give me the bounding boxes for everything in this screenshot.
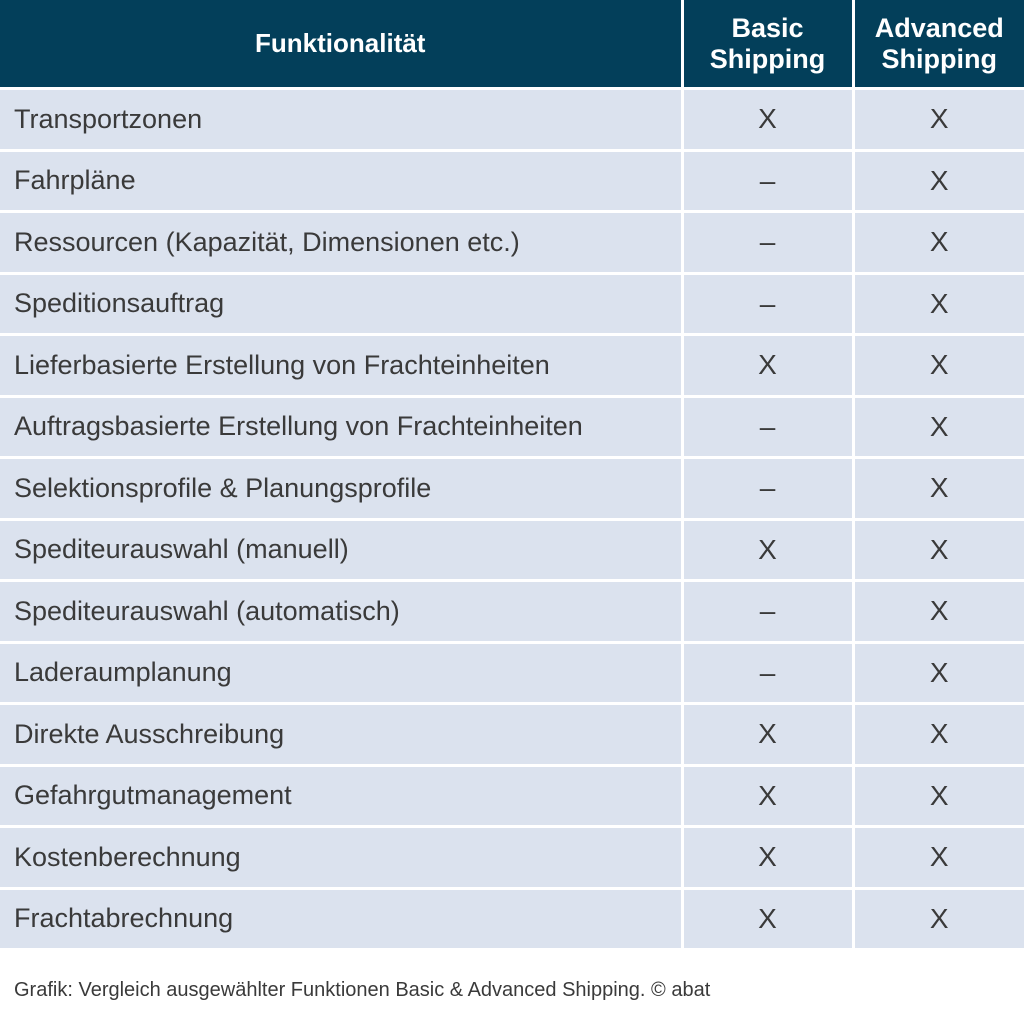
row-basic-mark: X	[682, 827, 853, 889]
table-header-row	[0, 0, 1024, 89]
table-row	[0, 458, 1024, 520]
row-advanced-mark: X	[853, 273, 1024, 335]
row-function-name: Auftragsbasierte Erstellung von Frachteinheiten	[0, 396, 682, 458]
row-advanced-mark: X	[853, 704, 1024, 766]
table-row	[0, 396, 1024, 458]
row-advanced-mark: X	[853, 458, 1024, 520]
table-row	[0, 704, 1024, 766]
table-row	[0, 89, 1024, 151]
row-advanced-mark: X	[853, 581, 1024, 643]
row-basic-mark: X	[682, 888, 853, 950]
row-advanced-mark: X	[853, 765, 1024, 827]
row-basic-mark: –	[682, 458, 853, 520]
row-function-name: Kostenberechnung	[0, 827, 682, 889]
row-advanced-mark: X	[853, 827, 1024, 889]
header-basic-line2: Shipping	[709, 43, 826, 74]
row-advanced-mark: X	[853, 396, 1024, 458]
table-row	[0, 335, 1024, 397]
table-row	[0, 519, 1024, 581]
table-row	[0, 212, 1024, 274]
row-function-name: Laderaumplanung	[0, 642, 682, 704]
row-basic-mark: X	[682, 704, 853, 766]
row-basic-mark: X	[682, 519, 853, 581]
row-advanced-mark: X	[853, 642, 1024, 704]
row-basic-mark: –	[682, 642, 853, 704]
row-basic-mark: –	[682, 273, 853, 335]
row-function-name: Frachtabrechnung	[0, 888, 682, 950]
row-basic-mark: X	[682, 765, 853, 827]
row-basic-mark: X	[682, 335, 853, 397]
table-row	[0, 150, 1024, 212]
row-basic-mark: –	[682, 396, 853, 458]
header-function: Funktionalität	[0, 0, 682, 89]
header-basic-shipping	[682, 0, 853, 89]
row-advanced-mark: X	[853, 335, 1024, 397]
row-function-name: Gefahrgutmanagement	[0, 765, 682, 827]
table-row	[0, 642, 1024, 704]
row-function-name: Fahrpläne	[0, 150, 682, 212]
header-advanced-line1: Advanced	[874, 12, 1004, 43]
table-row	[0, 765, 1024, 827]
table-row	[0, 273, 1024, 335]
row-function-name: Spediteurauswahl (manuell)	[0, 519, 682, 581]
row-function-name: Spediteurauswahl (automatisch)	[0, 581, 682, 643]
table-row	[0, 581, 1024, 643]
figure-caption: Grafik: Vergleich ausgewählter Funktionen Basic & Advanced Shipping. © abat	[14, 979, 711, 1001]
row-advanced-mark: X	[853, 212, 1024, 274]
table-row	[0, 827, 1024, 889]
header-advanced-shipping	[853, 0, 1024, 89]
row-function-name: Selektionsprofile & Planungsprofile	[0, 458, 682, 520]
row-advanced-mark: X	[853, 89, 1024, 151]
row-basic-mark: –	[682, 212, 853, 274]
row-function-name: Ressourcen (Kapazität, Dimensionen etc.)	[0, 212, 682, 274]
row-function-name: Transportzonen	[0, 89, 682, 151]
row-advanced-mark: X	[853, 888, 1024, 950]
header-basic-line1: Basic	[731, 12, 804, 43]
row-function-name: Direkte Ausschreibung	[0, 704, 682, 766]
header-advanced-line2: Shipping	[881, 43, 997, 74]
row-basic-mark: –	[682, 150, 853, 212]
row-function-name: Speditionsauftrag	[0, 273, 682, 335]
table-row	[0, 888, 1024, 950]
row-advanced-mark: X	[853, 519, 1024, 581]
row-advanced-mark: X	[853, 150, 1024, 212]
row-function-name: Lieferbasierte Erstellung von Frachteinheiten	[0, 335, 682, 397]
row-basic-mark: –	[682, 581, 853, 643]
row-basic-mark: X	[682, 89, 853, 151]
